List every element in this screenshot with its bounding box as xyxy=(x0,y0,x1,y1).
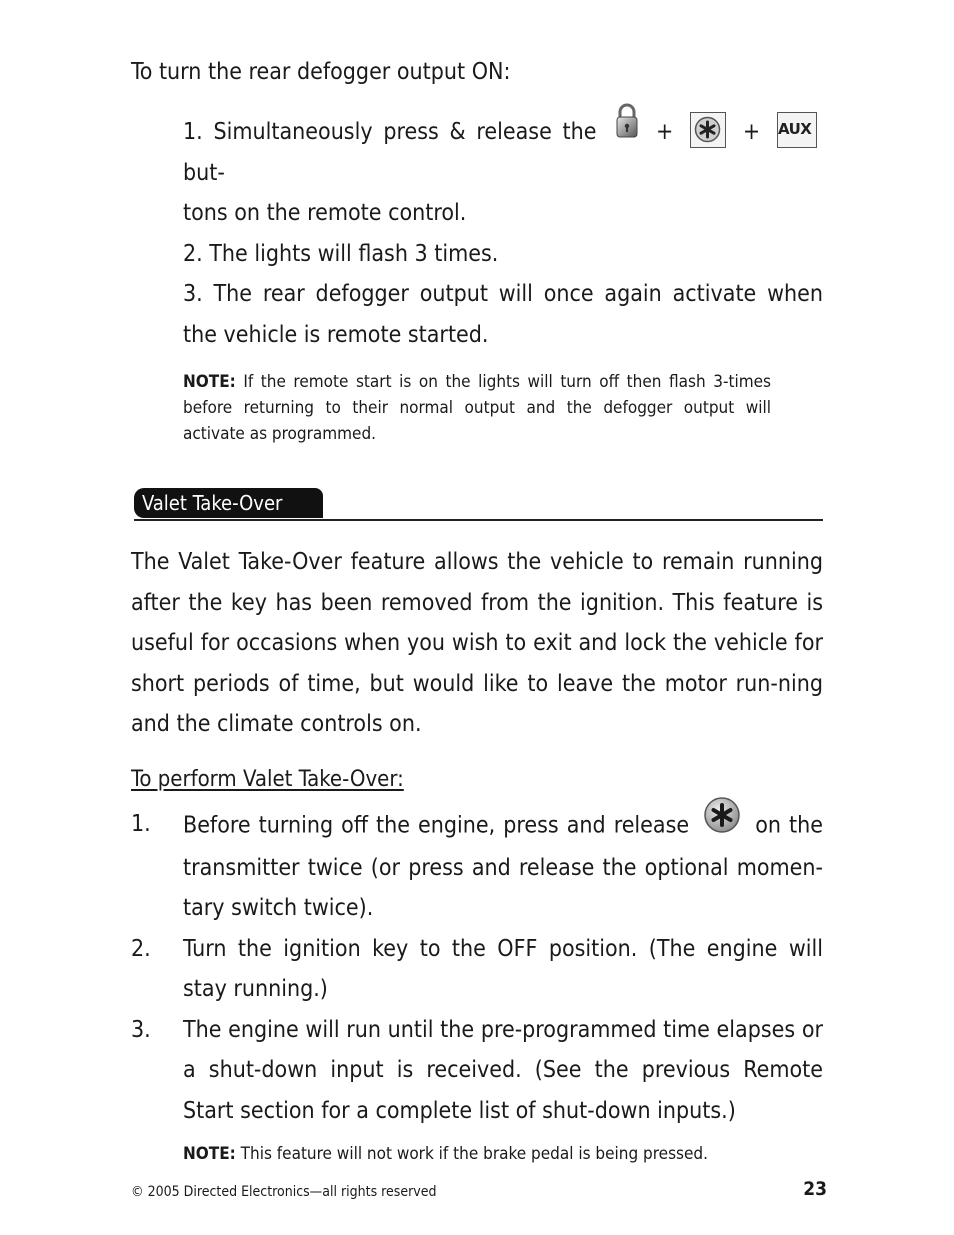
page-number: 23 xyxy=(803,1178,827,1200)
aux-label: AUX xyxy=(777,119,812,138)
valet-step-3 xyxy=(131,1010,823,1132)
section-tab xyxy=(134,488,323,518)
step-1-text: 1. Simultaneously press & release the xyxy=(183,119,597,145)
step-3-text: The engine will run until the pre-programmed time elapses or a shut-down input is received. (See the previous Remote Start section for a complete list of shut-down inputs.) xyxy=(183,1016,823,1124)
defogger-step-1 xyxy=(183,112,823,193)
star-button-icon xyxy=(690,112,726,148)
note-label: NOTE: xyxy=(183,1144,236,1164)
footer-copyright: © 2005 Directed Electronics—all rights reserved xyxy=(131,1184,437,1200)
step-1-pre: Before turning off the engine, press and release xyxy=(183,812,690,839)
plus-sign-2: + xyxy=(742,119,761,145)
valet-steps xyxy=(131,804,823,1131)
note-brake xyxy=(183,1141,708,1167)
valet-step-1 xyxy=(131,804,823,929)
defogger-steps xyxy=(183,112,823,355)
step-2-text: Turn the ignition key to the OFF position. (The engine will stay running.) xyxy=(183,935,823,1002)
note-text: If the remote start is on the lights will turn off then flash 3-times before returning to their normal output and the defogger output will activate as programmed. xyxy=(183,372,771,444)
valet-description: The Valet Take-Over feature allows the vehicle to remain running after the key has been removed from the ignition. This feature is useful for occasions when you wish to exit and lock the vehicle for short periods of time, but would like to leave the motor run-ning and the climate controls on. xyxy=(131,549,823,737)
perform-heading: To perform Valet Take-Over: xyxy=(131,767,404,792)
step-1-hyphen-text: but- xyxy=(183,159,225,186)
step-number: 2. xyxy=(131,935,151,962)
note-text: This feature will not work if the brake pedal is being pressed. xyxy=(235,1144,708,1164)
plus-sign: + xyxy=(656,119,674,145)
section-divider xyxy=(134,519,823,521)
defogger-step-3: 3. The rear defogger output will once again activate when the vehicle is remote started. xyxy=(183,281,823,348)
intro-text: To turn the rear defogger output ON: xyxy=(131,59,511,85)
step-number: 3. xyxy=(131,1016,151,1043)
star-icon xyxy=(703,796,741,848)
aux-button-icon xyxy=(777,112,817,148)
section-title: Valet Take-Over xyxy=(134,488,323,518)
valet-step-2 xyxy=(131,929,823,1010)
step-1-continued: tons on the remote control. xyxy=(183,200,467,226)
lock-icon xyxy=(615,103,639,153)
note-label: NOTE: xyxy=(183,372,236,392)
note-defogger xyxy=(183,369,771,447)
step-number: 1. xyxy=(131,811,151,837)
step-1-post: on the transmitter twice (or press and release the optional momen-tary switch twice). xyxy=(183,812,823,921)
defogger-step-2: 2. The lights will flash 3 times. xyxy=(183,240,499,267)
